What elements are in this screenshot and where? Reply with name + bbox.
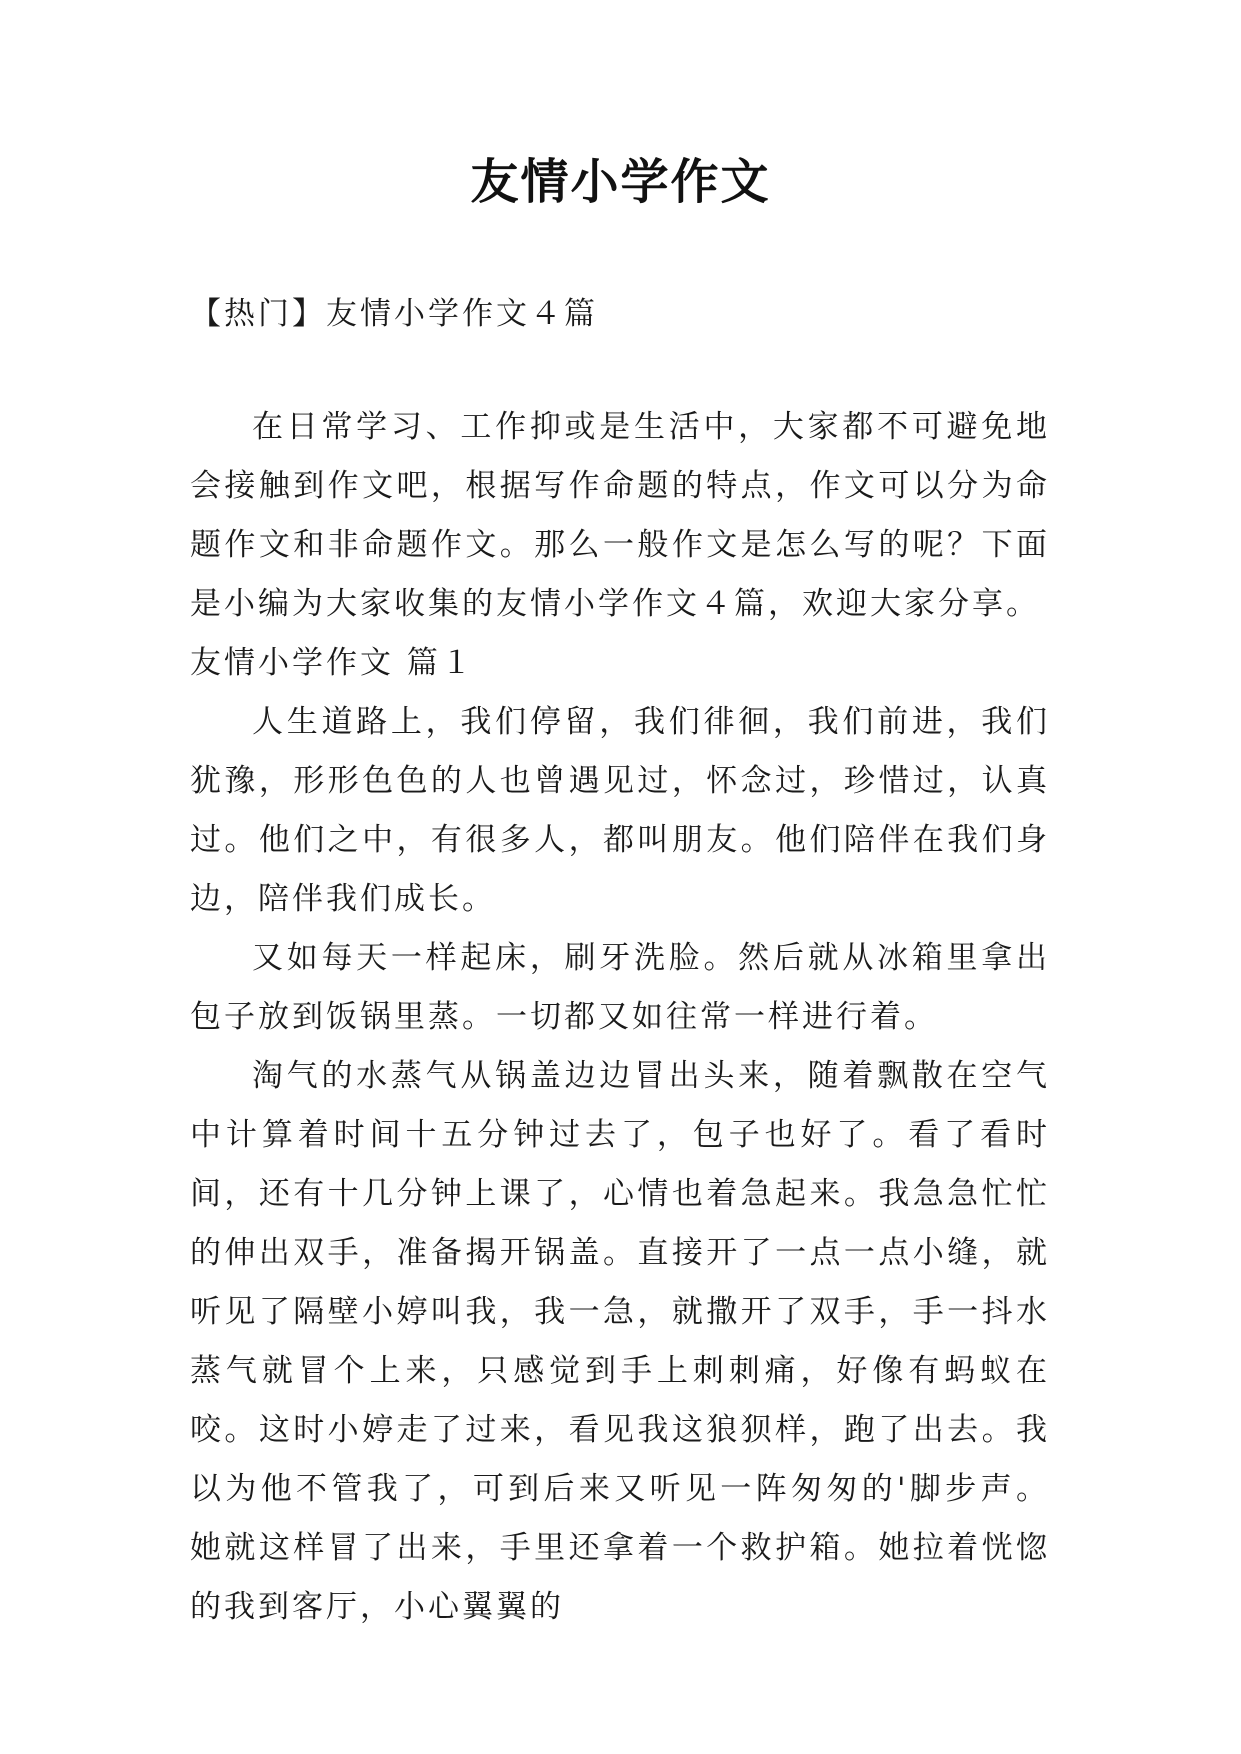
document-title: 友情小学作文 (470, 154, 771, 210)
intro-paragraph: 在日常学习、工作抑或是生活中，大家都不可避免地会接触到作文吧，根据写作命题的特点，作文可以分为命题作文和非命题作文。那么一般作文是怎么写的呢？下面是小编为大家收集的友情小学作文４篇，欢迎大家分享。 (190, 409, 1050, 622)
hot-label-line: 【热门】友情小学作文４篇 (190, 296, 598, 332)
section-heading: 友情小学作文 篇１ (190, 645, 475, 681)
document-body (190, 290, 1050, 1637)
body-paragraph-2: 又如每天一样起床，刷牙洗脸。然后就从冰箱里拿出包子放到饭锅里蒸。一切都又如往常一样进行着。 (190, 940, 1050, 1035)
body-paragraph-3: 淘气的水蒸气从锅盖边边冒出头来，随着飘散在空气中计算着时间十五分钟过去了，包子也好了。看了看时间，还有十几分钟上课了，心情也着急起来。我急急忙忙的伸出双手，准备揭开锅盖。直接开了一点一点小缝，就听见了隔壁小婷叫我，我一急，就撒开了双手，手一抖水蒸气就冒个上来，只感觉到手上刺刺痛，好像有蚂蚁在咬。这时小婷走了过来，看见我这狼狈样，跑了出去。我以为他不管我了，可到后来又听见一阵匆匆的'脚步声。她就这样冒了出来，手里还拿着一个救护箱。她拉着恍惚的我到客厅，小心翼翼的 (190, 1058, 1050, 1625)
body-paragraph-1: 人生道路上，我们停留，我们徘徊，我们前进，我们犹豫，形形色色的人也曾遇见过，怀念过，珍惜过，认真过。他们之中，有很多人，都叫朋友。他们陪伴在我们身边，陪伴我们成长。 (190, 704, 1050, 917)
